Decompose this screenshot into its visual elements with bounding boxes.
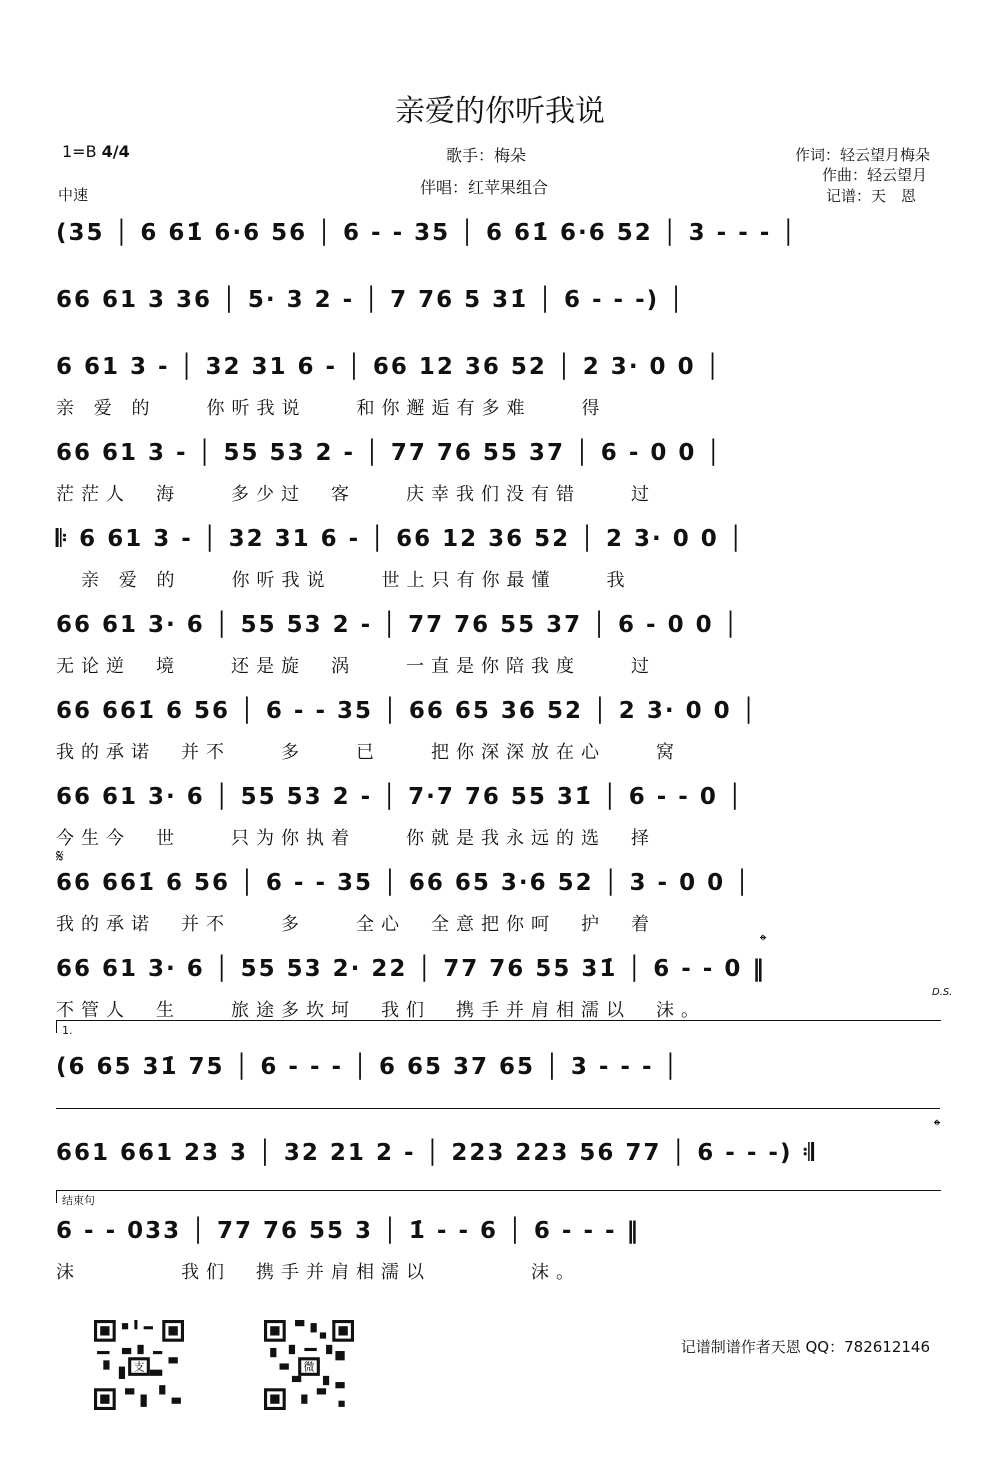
lyric: 无论逆 境 还是旋 涡 一直是你陪我度 过 [56, 656, 656, 677]
notation: 66 61 3 - │ 55 53 2 - │ 77 76 55 37 │ 6 - 0 0 │ [56, 440, 723, 466]
notation: 661 661 23 3 │ 32 21 2 - │ 223 223 56 77 │ 6 - - -) 𝄇 [56, 1140, 816, 1166]
notation: 𝄆 6 61 3 - │ 32 31 6 - │ 66 12 36 52 │ 2 3· 0 0 │ [56, 526, 745, 552]
notation: 66 61 3· 6 │ 55 53 2 - │ 7·7 76 55 31̇ │ 6 - - 0 │ [56, 784, 744, 810]
singer-label: 歌手：梅朵 [446, 146, 527, 165]
time-signature: 4/4 [101, 142, 130, 161]
notation: 66 61 3· 6 │ 55 53 2· 22 │ 77 76 55 31̇ │ 6 - - 0 ‖ [56, 956, 766, 982]
score-title: 亲爱的你听我说 [395, 94, 605, 129]
coda-icon: 𝄌 [760, 931, 767, 952]
qr-center-label: 支 [133, 1360, 145, 1374]
lyric: 亲 爱 的 你听我说 和你邂逅有多难 得 [56, 398, 607, 419]
composer-credit: 作曲：轻云望月 [822, 166, 928, 184]
lyric: 今生今 世 只为你执着 你就是我永远的选 择 [56, 828, 656, 849]
transcriber-credit: 记谱：天 恩 [826, 187, 917, 205]
notation: 6 - - 033 │ 77 76 55 3 │ 1̇ - - 6 │ 6 - - - ‖ [56, 1218, 641, 1244]
accompaniment-label: 伴唱：红苹果组合 [420, 178, 549, 197]
lyric: 茫茫人 海 多少过 客 庆幸我们没有错 过 [56, 484, 656, 505]
notation: (35 │ 6 61̇ 6·6 56 │ 6 - - 35 │ 6 61̇ 6·6 52 │ 3 - - - │ [56, 220, 798, 246]
notation: 66 61 3· 6 │ 55 53 2 - │ 77 76 55 37 │ 6 - 0 0 │ [56, 612, 740, 638]
ending-label: 结束句 [62, 1194, 95, 1207]
lyric: 我的承诺 并不 多 已 把你深深放在心 窝 [56, 742, 681, 763]
lyric: 不管人 生 旅途多坎坷 我们 携手并肩相濡以 沫。 [56, 1000, 706, 1021]
qr-center-label: 微 [303, 1360, 315, 1374]
key-signature [62, 142, 130, 161]
notation: (6 65 31̇ 75 │ 6 - - - │ 6 65 37 65 │ 3 - - - │ [56, 1054, 680, 1080]
segno-icon: 𝄋 [56, 846, 64, 867]
notation: 66 661̇ 6 56 │ 6 - - 35 │ 66 65 36 52 │ 2 3· 0 0 │ [56, 698, 758, 724]
qr-code-wechat [264, 1320, 354, 1410]
notation: 6 61 3 - │ 32 31 6 - │ 66 12 36 52 │ 2 3· 0 0 │ [56, 354, 722, 380]
key-label: 1=B [62, 142, 97, 161]
author-contact: 记谱制谱作者天恩 QQ：782612146 [680, 1338, 930, 1356]
lyric: 沫 我们 携手并肩相濡以 沫。 [56, 1262, 581, 1283]
notation: 66 61 3 36 │ 5· 3 2 - │ 7 76 5 31̇ │ 6 - - -) │ [56, 287, 686, 313]
lyric: 亲 爱 的 你听我说 世上只有你最懂 我 [56, 570, 632, 591]
ds-mark: D.S. [932, 987, 953, 998]
tempo-label: 中速 [58, 186, 89, 204]
coda-icon-end: 𝄌 [934, 1116, 941, 1137]
volta-label: 1. [62, 1024, 73, 1037]
ending-bracket [56, 1190, 941, 1203]
lyricist-credit: 作词：轻云望月梅朵 [795, 146, 931, 164]
notation: 66 661̇ 6 56 │ 6 - - 35 │ 66 65 3·6 52 │ 3 - 0 0 │ [56, 870, 751, 896]
volta-bracket [56, 1020, 941, 1033]
volta-bracket-continued [56, 1108, 940, 1117]
qr-code-alipay [94, 1320, 184, 1410]
lyric: 我的承诺 并不 多 全心 全意把你呵 护 着 [56, 914, 656, 935]
